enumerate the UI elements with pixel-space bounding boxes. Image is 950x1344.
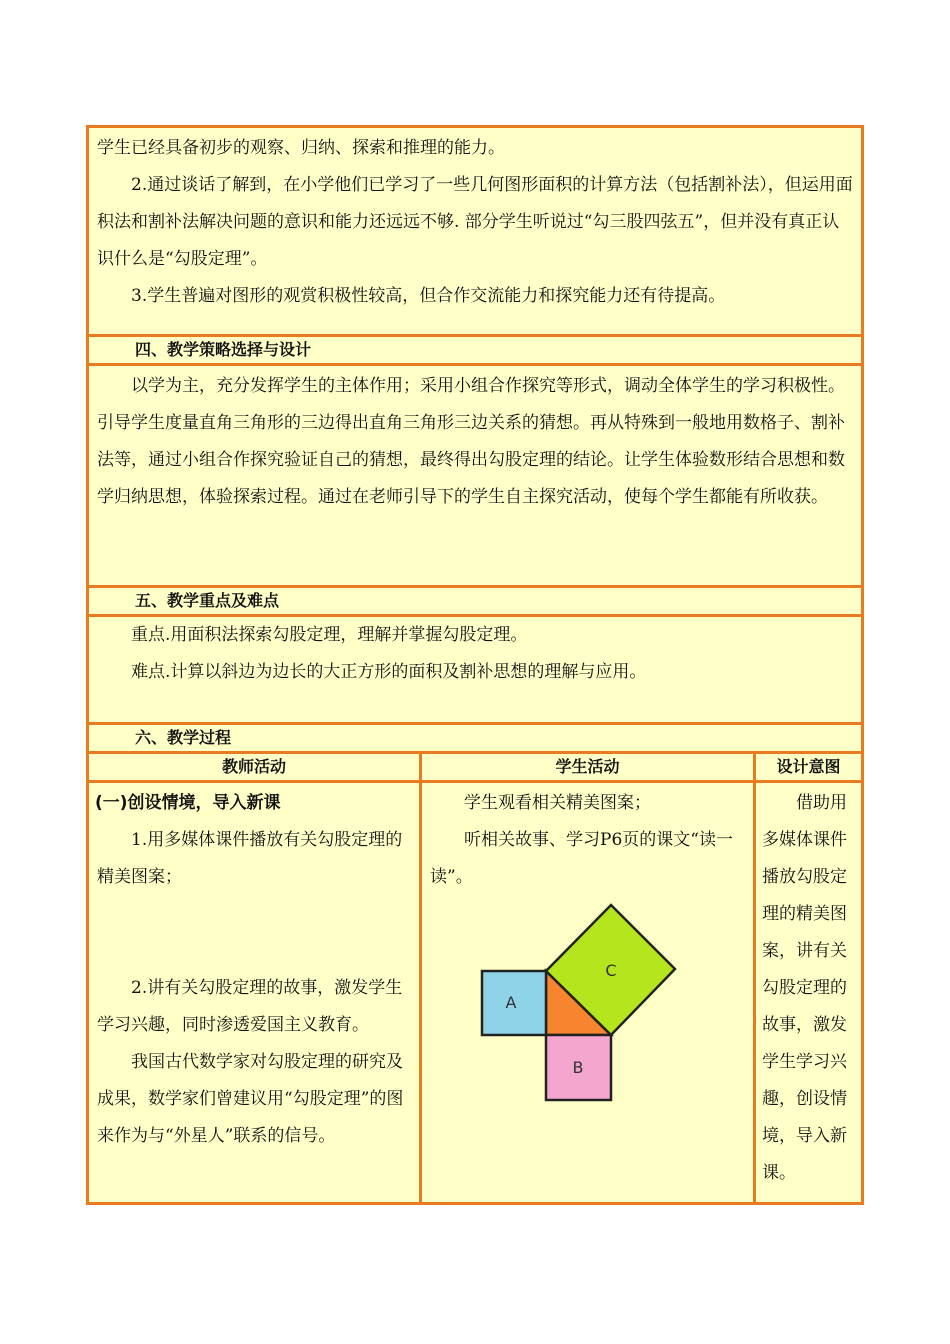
teacher-subtitle: (一)创设情境，导入新课 xyxy=(95,793,281,813)
teacher-activity-cell xyxy=(89,783,419,1202)
student-activity-cell xyxy=(419,783,753,1202)
design-intent-cell xyxy=(753,783,861,1202)
section5-heading: 五、教学重点及难点 xyxy=(89,585,861,614)
pythagoras-figure-svg xyxy=(478,896,688,1106)
learner-analysis-item2: 2.通过谈话了解到，在小学他们已学习了一些几何图形面积的计算方法（包括割补法），但运用面积法和割补法解决问题的意识和能力还远远不够. 部分学生听说过“勾三股四弦五”，但并没有真正认识什么是“勾股定理”。 xyxy=(97,175,853,269)
teacher-item2: 2.讲有关勾股定理的故事，激发学生学习兴趣，同时渗透爱国主义教育。 xyxy=(97,978,403,1035)
learner-analysis-item3: 3.学生普遍对图形的观赏积极性较高，但合作交流能力和探究能力还有待提高。 xyxy=(131,286,726,306)
label-c: C xyxy=(605,961,617,980)
student-line2: 听相关故事、学习P6页的课文“读一读”。 xyxy=(430,830,733,887)
teacher-item3: 我国古代数学家对勾股定理的研究及成果，数学家们曾建议用“勾股定理”的图来作为与“外星人”联系的信号。 xyxy=(97,1052,404,1146)
design-intent-text: 借助用多媒体课件播放勾股定理的精美图案，讲有关勾股定理的故事，激发学生学习兴趣，创设情境，导入新课。 xyxy=(762,793,847,1183)
section6-heading: 六、教学过程 xyxy=(89,722,861,751)
difficult-point-text: 难点.计算以斜边为边长的大正方形的面积及割补思想的理解与应用。 xyxy=(131,662,647,682)
process-table-row xyxy=(89,780,861,1202)
key-points-block xyxy=(89,614,861,722)
design-intent-header: 设计意图 xyxy=(753,754,861,780)
teacher-item1: 1.用多媒体课件播放有关勾股定理的精美图案； xyxy=(97,830,403,887)
strategy-block xyxy=(89,363,861,585)
pythagoras-figure xyxy=(422,896,753,1106)
strategy-text: 以学为主，充分发挥学生的主体作用；采用小组合作探究等形式，调动全体学生的学习积极性。引导学生度量直角三角形的三边得出直角三角形三边关系的猜想。再从特殊到一般地用数格子、割补法等，通过小组合作探究验证自己的猜想，最终得出勾股定理的结论。让学生体验数形结合思想和数学归纳思想，体验探索过程。通过在老师引导下的学生自主探究活动，使每个学生都能有所收获。 xyxy=(97,376,845,507)
label-a: A xyxy=(505,993,517,1012)
section4-heading: 四、教学策略选择与设计 xyxy=(89,334,861,363)
learner-analysis-block xyxy=(89,128,861,334)
lesson-plan-table xyxy=(86,125,864,1205)
student-line1: 学生观看相关精美图案； xyxy=(464,793,651,813)
label-b: B xyxy=(572,1058,584,1077)
student-activity-header: 学生活动 xyxy=(419,754,753,780)
process-table-header xyxy=(89,751,861,780)
key-point-text: 重点.用面积法探索勾股定理，理解并掌握勾股定理。 xyxy=(131,625,528,645)
teacher-activity-header: 教师活动 xyxy=(221,757,286,776)
learner-analysis-line1: 学生已经具备初步的观察、归纳、探索和推理的能力。 xyxy=(97,138,505,158)
